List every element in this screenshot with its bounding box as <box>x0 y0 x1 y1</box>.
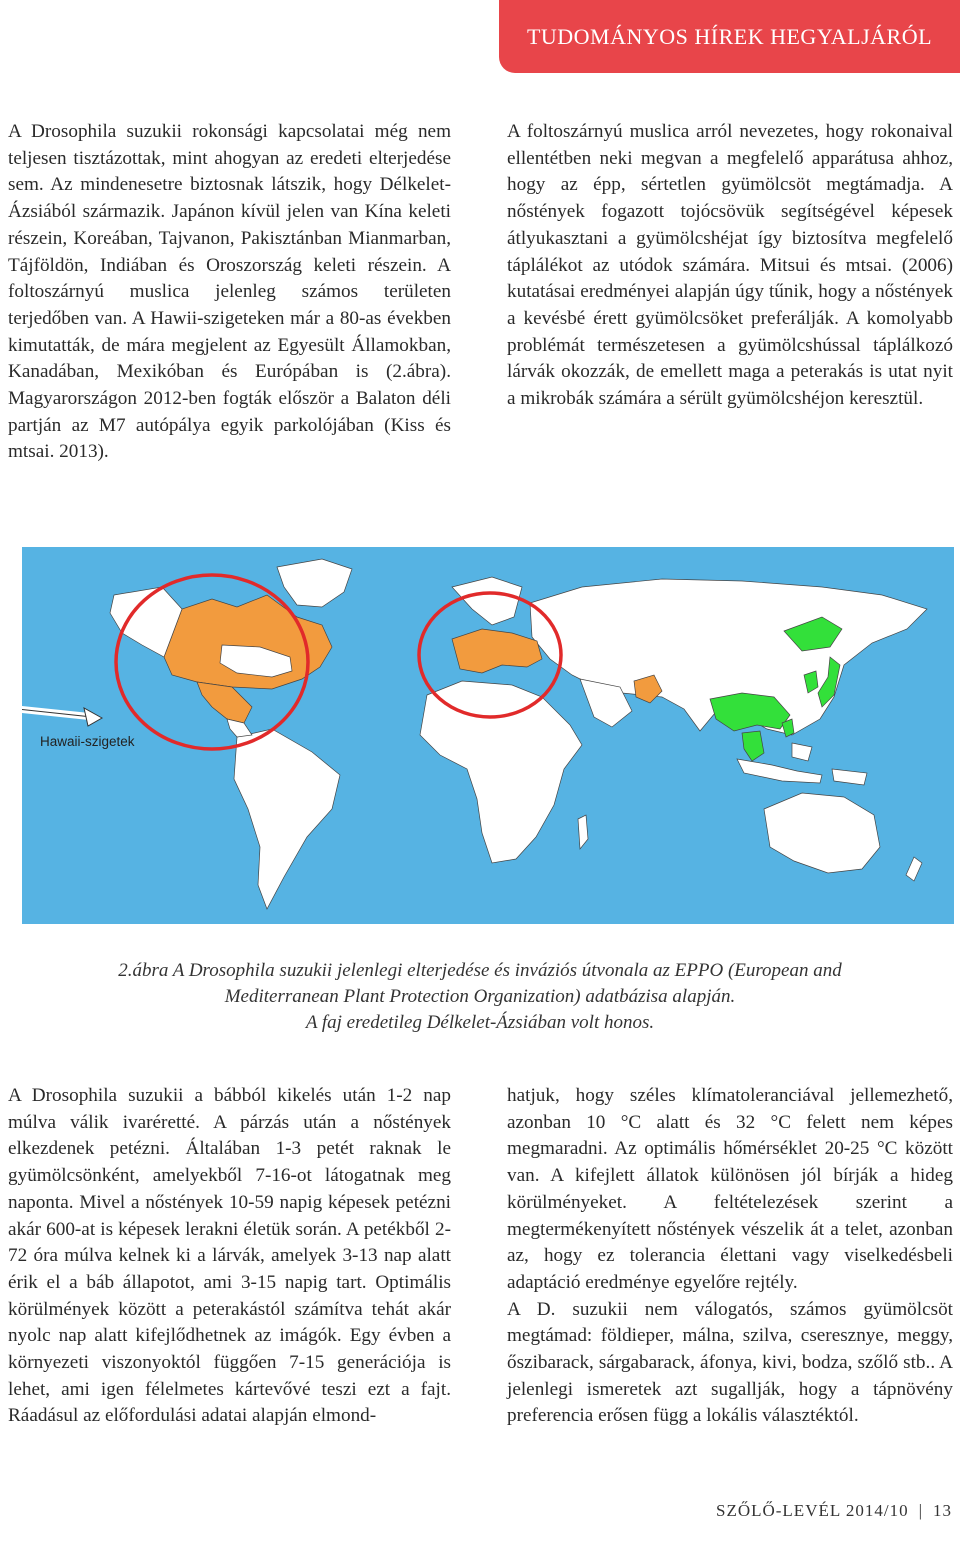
text-column-top-right <box>507 119 953 413</box>
paragraph: A D. suzukii nem válogatós, számos gyümölcsöt megtámad: földieper, málna, szilva, cseresznye, meggy, őszibarack, sárgabarack, áfonya, kivi, bodza, szőlő stb.. A jelenlegi ismeretek azt sugallják, hogy a tápnövény preferencia erősen függ a lokális választéktól. <box>507 1298 953 1427</box>
page-number: 13 <box>933 1501 952 1520</box>
paragraph: hatjuk, hogy széles klímatoleranciával jellemezhető, azonban 10 °C alatt és 32 °C felett nem képes megmaradni. Az optimális hőmérséklet 20-25 °C között van. A kifejlett állatok különösen jól bírják a hideg körülményeket. A feltételezések szerint a megtermékenyített nőstények vészelik át a telet, azonban az, hogy ez tolerancia élettani vagy viselkedésbeli adaptáció eredménye egyelőre rejtély. <box>507 1085 953 1293</box>
caption-line-2: A faj eredetileg Délkelet-Ázsiában volt honos. <box>305 1012 655 1033</box>
text-column-top-left <box>8 119 451 466</box>
page-footer: SZŐLŐ-LEVÉL 2014/10 | 13 <box>715 1501 952 1520</box>
distribution-map <box>22 547 954 924</box>
paragraph: A foltoszárnyú muslica arról nevezetes, hogy rokonaival ellentétben neki megvan a megfelelő apparátusa ahhoz, hogy az épp, sértetlen gyümölcsöt megtámadja. A nőstények fogazott tojócsövük segítségével képesek átlyukasztani a gyümölcshéjat így biztosítva megfelelő táplálékot az utódok számára. Mitsui és mtsai. (2006) kutatásai eredményei alapján úgy tűnik, hogy a nőstények a kevésbé érett gyümölcsöket preferálják. A komolyabb problémát természetesen a gyümölcshússal táplálkozó lárvák okozzák, de emellett maga a peterakás is utat nyit a mikrobák számára a sérült gyümölcshéjon keresztül. <box>507 121 953 410</box>
section-banner <box>499 0 960 73</box>
text-column-bottom-right <box>507 1083 953 1430</box>
text-column-bottom-left <box>8 1083 451 1430</box>
hawaii-label: Hawaii-szigetek <box>40 734 135 749</box>
issue-number: 2014/10 <box>845 1501 909 1520</box>
paragraph: A Drosophila suzukii a bábból kikelés után 1-2 nap múlva válik ivaréretté. A párzás után a nőstények elkezdenek petézni. Általában 1-3 petét raknak le gyümölcsönként, amelyekből 7-16-ot látogatnak meg naponta. Mivel a nőstények 10-59 napig képesek petézni akár 600-at is képesek lerakni életük során. A petékből 2-72 óra múlva kelnek ki a lárvák, amelyek 3-13 nap alatt érik el a báb állapotot, ami 3-15 napig tart. Optimális körülmények között a peterakástól számítva tehát akár nyolc nap alatt kifejlődhetnek az imágók. Egy évben a környezeti viszonyoktól függően 7-15 generációja is lehet, ami igen félelmetes kártevővé teszi ezt a fajt. Ráadásul az előfordulási adatai alapján elmond- <box>8 1085 451 1427</box>
figure-caption <box>100 958 860 1036</box>
land-masses <box>234 559 927 909</box>
hawaii-arrow <box>22 708 102 726</box>
world-map-svg <box>22 547 954 924</box>
caption-line-1: 2.ábra A Drosophila suzukii jelenlegi elterjedése és inváziós útvonala az EPPO (European and Mediterranean Plant Protection Organization) adatbázisa alapján. <box>118 960 842 1007</box>
banner-title: TUDOMÁNYOS HÍREK HEGYALJÁRÓL <box>526 23 933 49</box>
paragraph: A Drosophila suzukii rokonsági kapcsolatai még nem teljesen tisztázottak, mint ahogyan az eredeti elterjedése sem. Az mindenesetre biztosnak látszik, hogy Délkelet-Ázsiából származik. Japánon kívül jelen van Kína keleti részein, Koreában, Tajvanon, Pakisztánban Mianmarban, Tájföldön, Indiában és Oroszország keleti részein. A foltoszárnyú muslica jelenleg számos területen terjedőben van. A Hawii-szigeteken már a 80-as években kimutatták, de mára megjelent az Egyesült Államokban, Kanadában, Mexikóban és Európában is (2.ábra). Magyarországon 2012-ben fogták először a Balaton déli partján az M7 autópálya egyik parkolójában (Kiss és mtsai. 2013). <box>8 121 451 463</box>
invaded-europe <box>452 629 542 673</box>
magazine-name: SZŐLŐ-LEVÉL <box>715 1501 841 1520</box>
